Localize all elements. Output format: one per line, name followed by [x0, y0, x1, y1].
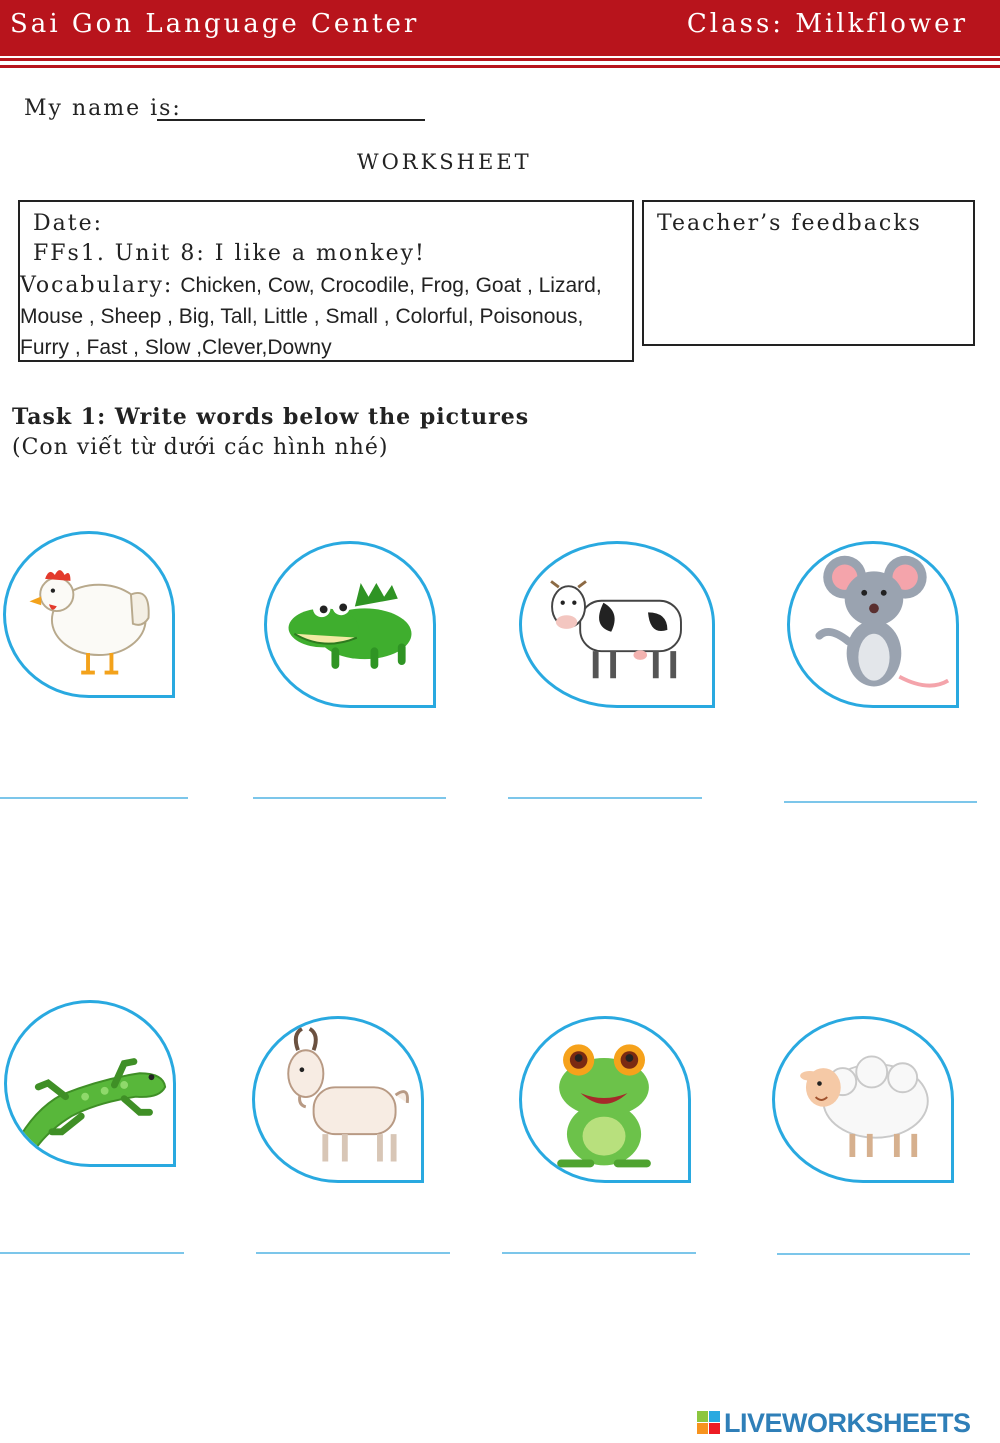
vocabulary-words: Chicken, Cow, Crocodile, Frog, Goat , Lizard, Mouse , Sheep , Big, Tall, Little , Small , Colorful, Poisonous, Furry , Fast , Slow ,Clever,Downy — [20, 274, 602, 359]
answer-field[interactable] — [0, 1252, 184, 1254]
chicken-icon — [6, 534, 172, 695]
date-label: Date: — [33, 211, 104, 236]
lizard-icon — [7, 1003, 173, 1164]
class-label: Class: Milkflower — [686, 9, 968, 39]
worksheet-title: WORKSHEET — [357, 150, 532, 174]
cow-icon — [522, 544, 712, 705]
unit-title: FFs1. Unit 8: I like a monkey! — [33, 241, 426, 266]
vocabulary-label: Vocabulary: — [20, 273, 174, 298]
picture-card-chicken — [3, 531, 175, 698]
name-prompt: My name is: — [24, 96, 182, 121]
answer-field[interactable] — [502, 1252, 696, 1254]
goat-icon — [255, 1019, 421, 1180]
vocabulary-list — [20, 270, 632, 363]
picture-card-goat — [252, 1016, 424, 1183]
picture-card-lizard — [4, 1000, 176, 1167]
liveworksheets-icon — [697, 1411, 721, 1435]
picture-card-cow — [519, 541, 715, 708]
task-subtitle: (Con viết từ dưới các hình nhé) — [12, 435, 389, 460]
picture-card-mouse — [787, 541, 959, 708]
header-rule — [0, 65, 1000, 68]
answer-field[interactable] — [508, 797, 702, 799]
teacher-feedback-box — [642, 200, 975, 346]
name-field[interactable] — [157, 119, 425, 121]
picture-card-crocodile — [264, 541, 436, 708]
crocodile-icon — [267, 544, 433, 705]
answer-field[interactable] — [784, 801, 977, 803]
answer-field[interactable] — [0, 797, 188, 799]
liveworksheets-wordmark: LIVEWORKSHEETS — [724, 1408, 971, 1438]
answer-field[interactable] — [256, 1252, 450, 1254]
answer-field[interactable] — [253, 797, 446, 799]
picture-card-frog — [519, 1016, 691, 1183]
feedback-label: Teacher’s feedbacks — [657, 211, 922, 236]
page-header — [0, 0, 1000, 56]
answer-field[interactable] — [777, 1253, 970, 1255]
lesson-info-box — [18, 200, 634, 362]
mouse-icon — [790, 544, 956, 705]
school-name: Sai Gon Language Center — [10, 9, 420, 39]
frog-icon — [522, 1019, 688, 1180]
task-title: Task 1: Write words below the pictures — [12, 404, 530, 430]
sheep-icon — [775, 1019, 951, 1180]
picture-card-sheep — [772, 1016, 954, 1183]
header-rule — [0, 58, 1000, 61]
